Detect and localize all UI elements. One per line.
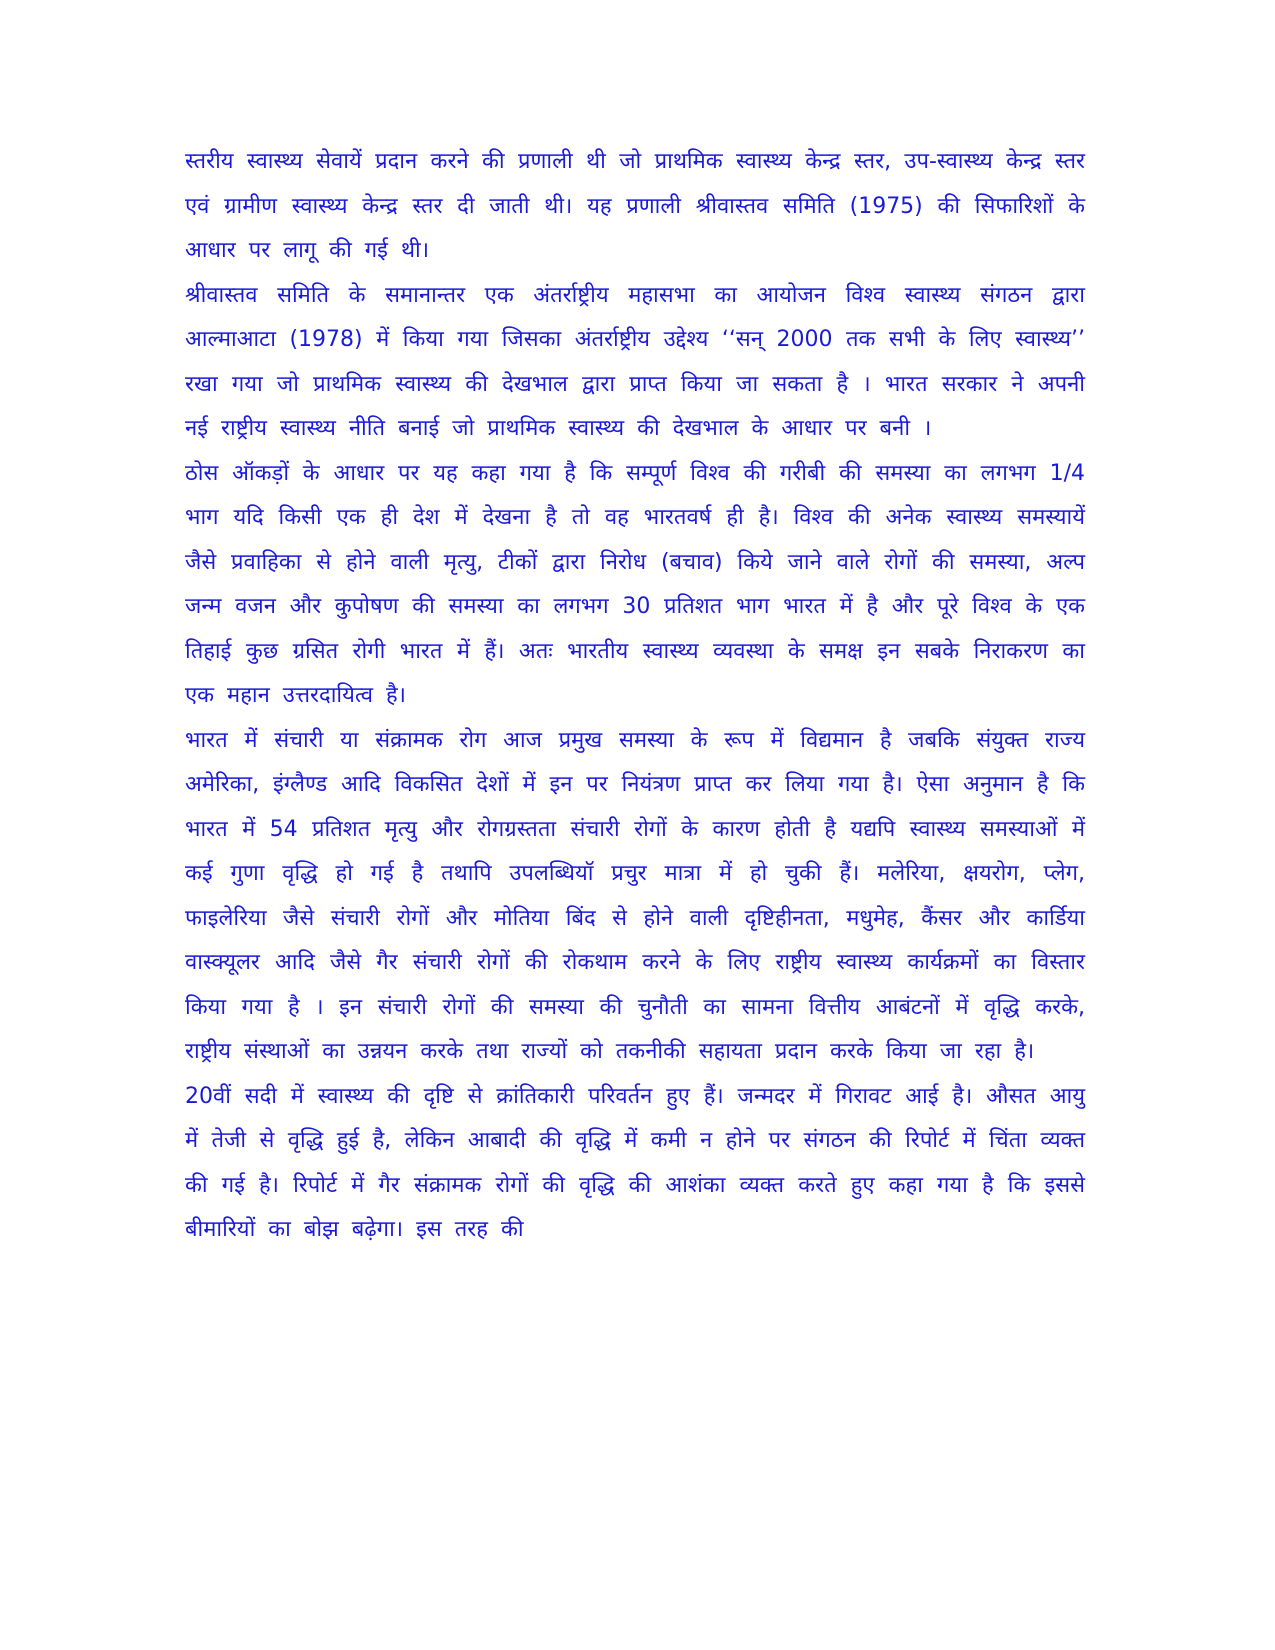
paragraph-5: 20वीं सदी में स्वास्थ्य की दृष्टि से क्रांतिकारी परिवर्तन हुए हैं। जन्मदर में गिरावट आई है। औसत आयु में तेजी से वृद्धि हुई है, लेकिन आबादी की वृद्धि में कमी न होने पर संगठन की रिपोर्ट में चिंता व्यक्त की गई है। रिपोर्ट में गैर संक्रामक रोगों की वृद्धि की आशंका व्यक्त करते हुए कहा गया है कि इससे बीमारियों का बोझ बढ़ेगा। इस तरह की (185, 1083, 1085, 1242)
paragraph-3: ठोस ऑकड़ों के आधार पर यह कहा गया है कि सम्पूर्ण विश्व की गरीबी की समस्या का लगभग 1/4 भाग यदि किसी एक ही देश में देखना है तो वह भारतवर्ष ही है। विश्व की अनेक स्वास्थ्य समस्यायें जैसे प्रवाहिका से होने वाली मृत्यु, टीकों द्वारा निरोध (बचाव) किये जाने वाले रोगों की समस्या, अल्प जन्म वजन और कुपोषण की समस्या का लगभग 30 प्रतिशत भाग भारत में है और पूरे विश्व के एक तिहाई कुछ ग्रसित रोगी भारत में हैं। अतः भारतीय स्वास्थ्य व्यवस्था के समक्ष इन सबके निराकरण का एक महान उत्तरदायित्व है। (185, 460, 1085, 708)
document-text-body (185, 140, 1085, 1253)
paragraph-4: भारत में संचारी या संक्रामक रोग आज प्रमुख समस्या के रूप में विद्यमान है जबकि संयुक्त राज्य अमेरिका, इंग्लैण्ड आदि विकसित देशों में इन पर नियंत्रण प्राप्त कर लिया गया है। ऐसा अनुमान है कि भारत में 54 प्रतिशत मृत्यु और रोगग्रस्तता संचारी रोगों के कारण होती है यद्यपि स्वास्थ्य समस्याओं में कई गुणा वृद्धि हो गई है तथापि उपलब्धियॉ प्रचुर मात्रा में हो चुकी हैं। मलेरिया, क्षयरोग, प्लेग, फाइलेरिया जैसे संचारी रोगों और मोतिया बिंद से होने वाली दृष्टिहीनता, मधुमेह, कैंसर और कार्डिया वास्क्यूलर आदि जैसे गैर संचारी रोगों की रोकथाम करने के लिए राष्ट्रीय स्वास्थ्य कार्यक्रमों का विस्तार किया गया है । इन संचारी रोगों की समस्या की चुनौती का सामना वित्तीय आबंटनों में वृद्धि करके, राष्ट्रीय संस्थाओं का उन्नयन करके तथा राज्यों को तकनीकी सहायता प्रदान करके किया जा रहा है। (185, 727, 1085, 1064)
paragraph-2: श्रीवास्तव समिति के समानान्तर एक अंतर्राष्ट्रीय महासभा का आयोजन विश्व स्वास्थ्य संगठन द्वारा आल्माआटा (1978) में किया गया जिसका अंतर्राष्ट्रीय उद्देश्य ‘‘सन् 2000 तक सभी के लिए स्वास्थ्य’’ रखा गया जो प्राथमिक स्वास्थ्य की देखभाल द्वारा प्राप्त किया जा सकता है । भारत सरकार ने अपनी नई राष्ट्रीय स्वास्थ्य नीति बनाई जो प्राथमिक स्वास्थ्य की देखभाल के आधार पर बनी । (185, 282, 1085, 441)
paragraph-1: स्तरीय स्वास्थ्य सेवायें प्रदान करने की प्रणाली थी जो प्राथमिक स्वास्थ्य केन्द्र स्तर, उप-स्वास्थ्य केन्द्र स्तर एवं ग्रामीण स्वास्थ्य केन्द्र स्तर दी जाती थी। यह प्रणाली श्रीवास्तव समिति (1975) की सिफारिशों के आधार पर लागू की गई थी। (185, 149, 1085, 263)
